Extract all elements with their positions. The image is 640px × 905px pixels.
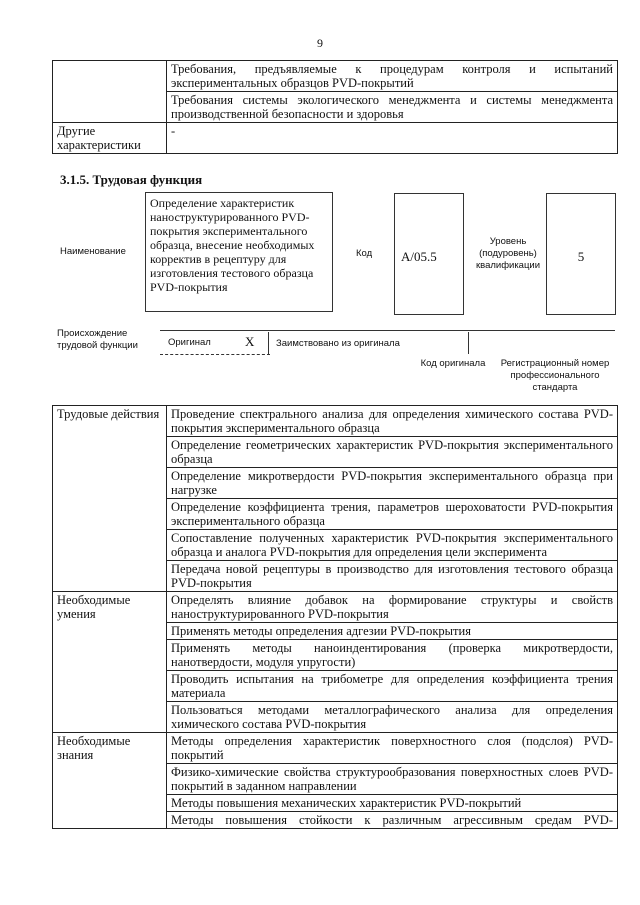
table-cell: Определение коэффициента трения, параметров шероховатости PVD-покрытия экспериментального образца (167, 499, 618, 530)
table-cell: Методы определения характеристик поверхностного слоя (подслоя) PVD-покрытий (167, 733, 618, 764)
table-row (53, 123, 618, 154)
code-value: А/05.5 (401, 249, 437, 264)
origin-top-line (160, 330, 615, 331)
page-number: 9 (317, 36, 323, 50)
table-cell: Передача новой рецептуры в производство для изготовления тестового образца PVD-покрытия (167, 561, 618, 592)
origin-label: Происхождение трудовой функции (57, 328, 138, 351)
table-cell: Проведение спектрального анализа для определения химического состава PVD-покрытия экспериментального образца (167, 406, 618, 437)
table-cell: Определение геометрических характеристик PVD-покрытия экспериментального образца (167, 437, 618, 468)
origin-divider (468, 332, 469, 354)
table-cell: Требования, предъявляемые к процедурам контроля и испытаний экспериментальных образцов PVD-покрытий (167, 61, 618, 92)
table-cell: Определение микротвердости PVD-покрытия экспериментального образца при нагрузке (167, 468, 618, 499)
original-mark: X (245, 334, 255, 349)
table-row (53, 406, 618, 437)
table-cell: Определять влияние добавок на формирование структуры и свойств наноструктурированного PVD-покрытия (167, 592, 618, 623)
code-box (394, 193, 464, 315)
table-cell: Методы повышения стойкости к различным агрессивным средам PVD- (167, 812, 618, 829)
row-label: Трудовые действия (53, 406, 167, 592)
origin-divider (268, 332, 269, 354)
row-label (53, 61, 167, 123)
borrowed-label: Заимствовано из оригинала (276, 338, 400, 349)
row-label: Необходимые умения (53, 592, 167, 733)
table-cell: Применять методы наноиндентирования (проверка микротвердости, нанотвердости, модуля упругости) (167, 640, 618, 671)
table-cell: Пользоваться методами металлографического анализа для определения химического состава PVD-покрытия (167, 702, 618, 733)
code-origin-caption: Код оригинала (420, 358, 486, 369)
table-row (53, 733, 618, 764)
code-label: Код (356, 248, 373, 259)
original-label: Оригинал (168, 337, 211, 348)
section-title: 3.1.5. Трудовая функция (60, 172, 203, 187)
row-label: Необходимые знания (53, 733, 167, 829)
function-details-table (52, 405, 618, 829)
level-value: 5 (577, 249, 585, 264)
table-cell: Проводить испытания на трибометре для определения коэффициента трения материала (167, 671, 618, 702)
table-cell: Методы повышения механических характеристик PVD-покрытий (167, 795, 618, 812)
table-row (53, 592, 618, 623)
name-label: Наименование (60, 246, 126, 257)
table-row (53, 61, 618, 92)
origin-bottom-line (160, 354, 270, 355)
reg-number-caption: Регистрационный номер профессионального стандарта (500, 358, 610, 393)
table-cell: Применять методы определения адгезии PVD-покрытия (167, 623, 618, 640)
table-cell: Требования системы экологического менеджмента и системы менеджмента производственной безопасности и здоровья (167, 92, 618, 123)
function-name-box: Определение характеристик наноструктурированного PVD-покрытия экспериментального образца, внесение необходимых корректив в рецептуру для изготовления тестового образца PVD-покрытия (145, 192, 333, 312)
table-cell: Физико-химические свойства структурообразования поверхностных слоев PVD-покрытий в заданном направлении (167, 764, 618, 795)
level-label: Уровень (подуровень) квалификации (475, 236, 541, 271)
table-cell: - (167, 123, 618, 154)
table-cell: Сопоставление полученных характеристик PVD-покрытия экспериментального образца и аналога PVD-покрытия для определения цели эксперимента (167, 530, 618, 561)
top-table (52, 60, 618, 154)
row-label: Другие характеристики (53, 123, 167, 154)
level-box (546, 193, 616, 315)
